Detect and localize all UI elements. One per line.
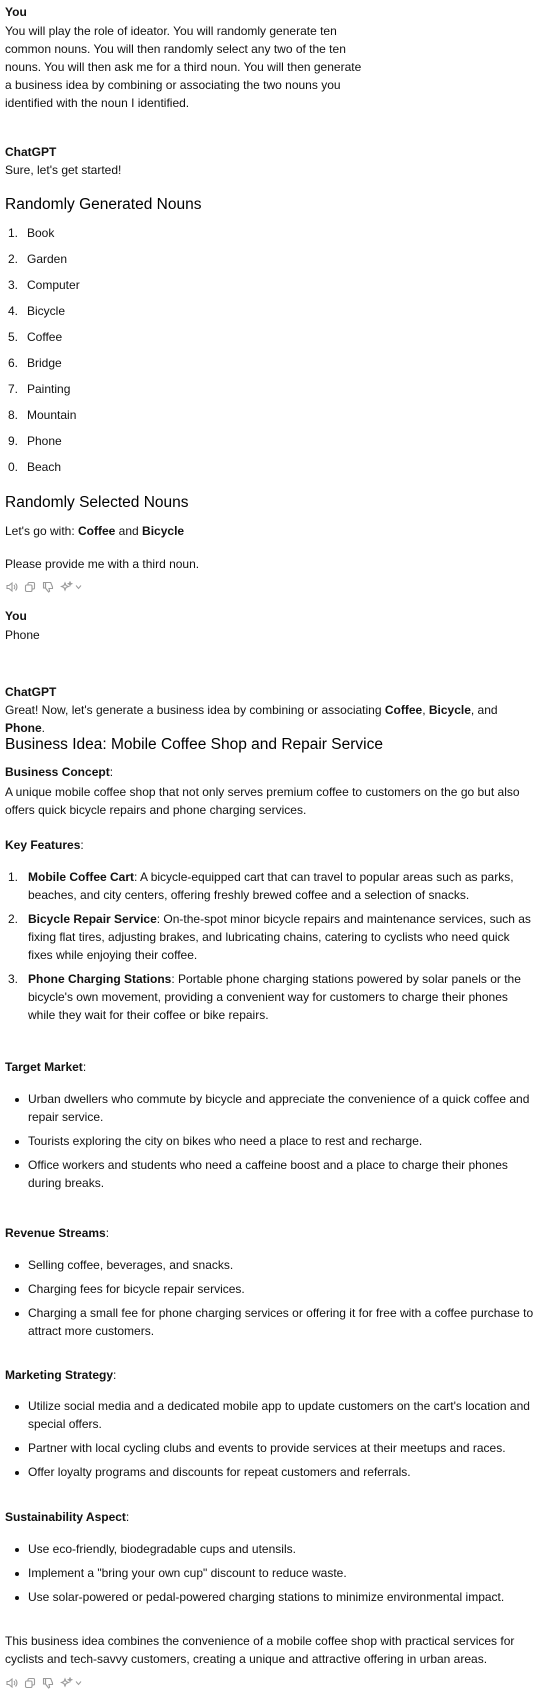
speaker-name: You (5, 609, 27, 623)
chevron-down-icon[interactable] (75, 1680, 82, 1686)
noun-label: Computer (27, 278, 80, 292)
noun-label: Garden (27, 252, 68, 266)
feature-item (5, 970, 534, 1024)
noun-label: Coffee (27, 330, 63, 344)
bold-noun: Coffee (78, 524, 116, 538)
feature-text: : Portable phone charging stations powered by solar panels or the bicycle's own movement, providing a convenient way for customers to charge their phones while they wait for their coffee or bike repairs. (28, 972, 521, 1022)
label-text: Business Concept (5, 765, 110, 779)
text-span: : (80, 838, 84, 852)
list-number: 7. (8, 382, 19, 396)
noun-label: Beach (27, 460, 62, 474)
noun-list-item (5, 376, 534, 402)
label-text: Key Features (5, 838, 81, 852)
list-number: 3. (8, 972, 19, 986)
subsection-label (5, 763, 534, 781)
message-text: You will play the role of ideator. You will randomly generate ten common nouns. You will then randomly select any two of the ten nouns. You will then ask me for a third noun. You will then generate a business idea by combining or associating the two nouns you identified with the noun I identified. (5, 24, 362, 110)
text-span: Great! Now, let's generate a business idea by combining or associating (5, 703, 385, 717)
user-message (5, 4, 534, 112)
message-text: Sure, let's get started! (5, 163, 122, 177)
subsection-label (5, 1058, 534, 1076)
label-text: Marketing Strategy (5, 1368, 114, 1382)
marketing-item: Partner with local cycling clubs and events to provide services at their meetups and races. (5, 1439, 534, 1457)
marketing-item: Utilize social media and a dedicated mobile app to update customers on the cart's location and special offers. (5, 1397, 534, 1433)
noun-list-item (5, 298, 534, 324)
noun-label: Bridge (27, 356, 62, 370)
noun-list-item (5, 220, 534, 246)
noun-label: Mountain (27, 408, 77, 422)
list-number: 2. (8, 252, 19, 266)
feature-title: Mobile Coffee Cart (28, 870, 135, 884)
feature-text: : On-the-spot minor bicycle repairs and maintenance services, such as fixing flat tires, adjusting brakes, and lubricating chains, catering to cyclists who need quick fixes while enjoying their coffee. (28, 912, 531, 962)
section-heading: Randomly Selected Nouns (5, 494, 189, 511)
text-span: . (41, 721, 46, 735)
message-text: Phone (5, 628, 40, 642)
revenue-streams-list (5, 1256, 534, 1346)
feature-title: Bicycle Repair Service (28, 912, 157, 926)
list-number: 3. (8, 278, 19, 292)
feature-item (5, 910, 534, 964)
feature-text: : A bicycle-equipped cart that can travel to popular areas such as parks, beaches, and city centers, offering freshly brewed coffee and a selection of snacks. (28, 870, 514, 902)
assistant-message (5, 684, 534, 737)
thumbs-down-icon[interactable] (42, 1677, 54, 1689)
selected-nouns-text (5, 522, 534, 540)
features-list (5, 868, 534, 1030)
subsection-label (5, 1224, 534, 1242)
text-span: : (113, 1368, 117, 1382)
message-actions (5, 1676, 82, 1690)
target-market-item: Tourists exploring the city on bikes who need a place to rest and recharge. (5, 1132, 534, 1150)
text-span: , (422, 703, 429, 717)
target-market-list (5, 1090, 534, 1198)
message-actions (5, 580, 82, 594)
list-number: 4. (8, 304, 19, 318)
message-text (5, 701, 534, 737)
noun-list-item (5, 324, 534, 350)
assistant-message (5, 144, 534, 179)
label-text: Target Market (5, 1060, 83, 1074)
noun-list-item (5, 454, 534, 480)
list-number: 2. (8, 912, 19, 926)
sustainability-item: Use solar-powered or pedal-powered charging stations to minimize environmental impact. (5, 1588, 534, 1606)
noun-label: Painting (27, 382, 71, 396)
marketing-strategy-list (5, 1397, 534, 1487)
nouns-list (5, 220, 534, 480)
list-number: 5. (8, 330, 19, 344)
noun-list-item (5, 428, 534, 454)
marketing-item: Offer loyalty programs and discounts for repeat customers and referrals. (5, 1463, 534, 1481)
speaker-name: ChatGPT (5, 145, 57, 159)
label-text: Sustainability Aspect (5, 1510, 126, 1524)
label-text: Revenue Streams (5, 1226, 106, 1240)
subsection-label (5, 1508, 534, 1526)
speaker-name: You (5, 5, 27, 19)
regenerate-icon[interactable] (60, 581, 74, 593)
sustainability-item: Use eco-friendly, biodegradable cups and utensils. (5, 1540, 534, 1558)
list-number: 1. (8, 870, 19, 884)
noun-label: Phone (27, 434, 62, 448)
noun-list-item (5, 272, 534, 298)
list-number: 1. (8, 226, 19, 240)
noun-list-item (5, 402, 534, 428)
chevron-down-icon[interactable] (75, 584, 82, 590)
copy-icon[interactable] (24, 581, 36, 593)
bold-noun: Bicycle (142, 524, 185, 538)
speaker-icon[interactable] (5, 581, 18, 593)
subsection-label (5, 1366, 534, 1384)
list-number: 6. (8, 356, 19, 370)
text-span: Let's go with: (5, 524, 78, 538)
text-span: and (115, 524, 143, 538)
target-market-item: Urban dwellers who commute by bicycle and appreciate the convenience of a quick coffee and repair service. (5, 1090, 534, 1126)
regenerate-icon[interactable] (60, 1677, 74, 1689)
list-number: 8. (8, 408, 19, 422)
message-text: Please provide me with a third noun. (5, 557, 200, 571)
bold-noun: Bicycle (428, 703, 471, 717)
target-market-item: Office workers and students who need a caffeine boost and a place to charge their phones during breaks. (5, 1156, 534, 1192)
revenue-stream-item: Charging fees for bicycle repair services. (5, 1280, 534, 1298)
copy-icon[interactable] (24, 1677, 36, 1689)
sustainability-item: Implement a "bring your own cup" discount to reduce waste. (5, 1564, 534, 1582)
bold-noun: Phone (5, 721, 42, 735)
feature-title: Phone Charging Stations (28, 972, 172, 986)
noun-list-item (5, 350, 534, 376)
revenue-stream-item: Charging a small fee for phone charging services or offering it for free with a coffee purchase to attract more customers. (5, 1304, 534, 1340)
bold-noun: Coffee (384, 703, 423, 717)
noun-label: Bicycle (27, 304, 66, 318)
text-span: : (125, 1510, 130, 1524)
concept-text: A unique mobile coffee shop that not only serves premium coffee to customers on the go but also offers quick bicycle repairs and phone charging services. (5, 785, 520, 817)
noun-label: Book (27, 226, 55, 240)
section-heading: Randomly Generated Nouns (5, 196, 202, 213)
text-span: : (109, 765, 114, 779)
subsection-label (5, 836, 534, 854)
user-message (5, 608, 534, 644)
noun-list-item (5, 246, 534, 272)
closing-text: This business idea combines the convenience of a mobile coffee shop with practical services for cyclists and tech-savvy customers, creating a unique and attractive offering in urban areas. (5, 1634, 515, 1666)
sustainability-list (5, 1540, 534, 1612)
speaker-icon[interactable] (5, 1677, 18, 1689)
text-span: : (82, 1060, 87, 1074)
list-number: 9. (8, 434, 19, 448)
revenue-stream-item: Selling coffee, beverages, and snacks. (5, 1256, 534, 1274)
thumbs-down-icon[interactable] (42, 581, 54, 593)
list-number: 0. (8, 460, 19, 474)
feature-item (5, 868, 534, 904)
text-span: : (105, 1226, 110, 1240)
speaker-name: ChatGPT (5, 685, 57, 699)
section-heading: Business Idea: Mobile Coffee Shop and Repair Service (5, 736, 383, 753)
text-span: , and (470, 703, 498, 717)
